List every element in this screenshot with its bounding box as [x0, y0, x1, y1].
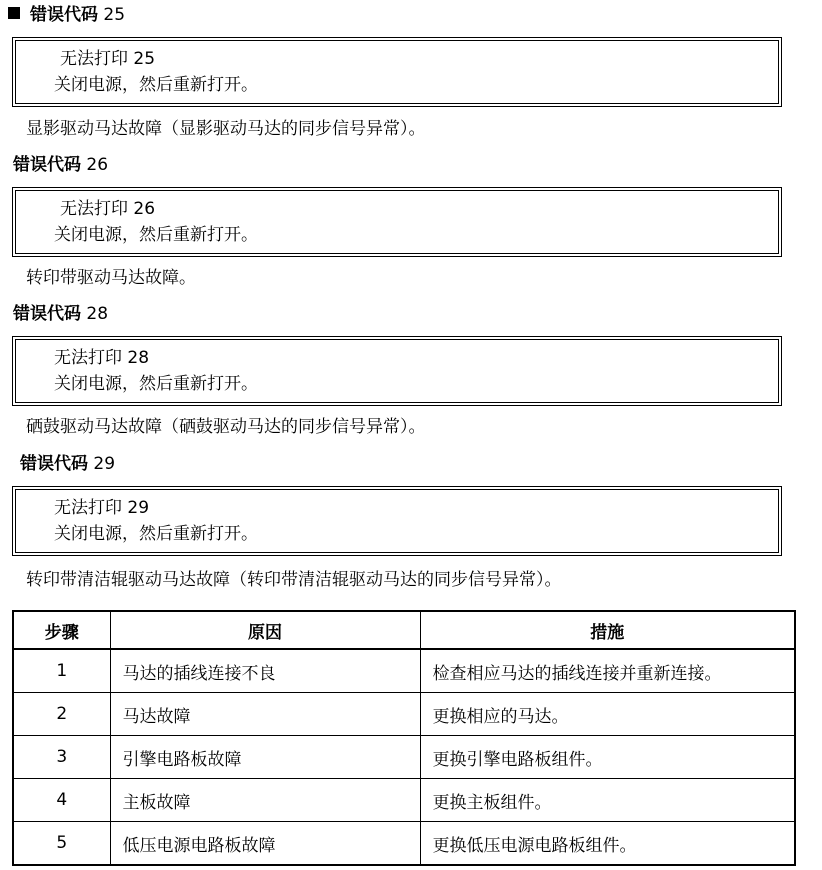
error-code-heading-29: 错误代码 29 — [20, 454, 116, 474]
action-cell: 更换主板组件。 — [420, 779, 795, 822]
cause-cell: 马达的插线连接不良 — [110, 649, 420, 693]
error-code-heading-26: 错误代码 26 — [13, 155, 109, 175]
message-line-2: 关闭电源，然后重新打开。 — [54, 374, 258, 394]
table-row — [13, 693, 795, 736]
message-box-25 — [12, 37, 782, 107]
message-box-28 — [12, 336, 782, 406]
cause-cell: 引擎电路板故障 — [110, 736, 420, 779]
message-line-1: 无法打印 25 — [60, 49, 156, 69]
message-line-2: 关闭电源，然后重新打开。 — [54, 225, 258, 245]
step-number: 5 — [13, 822, 110, 866]
message-line-1: 无法打印 29 — [54, 498, 150, 518]
error-code-heading-25: 错误代码 25 — [8, 4, 125, 26]
message-box-26 — [12, 187, 782, 257]
error-code-heading-28: 错误代码 28 — [13, 304, 109, 324]
header-step: 步骤 — [13, 611, 110, 649]
header-cause: 原因 — [110, 611, 420, 649]
step-number: 2 — [13, 693, 110, 736]
cause-cell: 主板故障 — [110, 779, 420, 822]
description-28: 硒鼓驱动马达故障（硒鼓驱动马达的同步信号异常）。 — [26, 417, 426, 437]
message-line-1: 无法打印 28 — [54, 348, 150, 368]
table-header-row — [13, 611, 795, 649]
table-row — [13, 822, 795, 866]
cause-cell: 低压电源电路板故障 — [110, 822, 420, 866]
table-row — [13, 736, 795, 779]
table-row — [13, 649, 795, 693]
message-box-29 — [12, 486, 782, 556]
action-cell: 更换相应的马达。 — [420, 693, 795, 736]
step-number: 3 — [13, 736, 110, 779]
troubleshooting-table — [12, 610, 796, 866]
message-line-2: 关闭电源，然后重新打开。 — [54, 524, 258, 544]
description-26: 转印带驱动马达故障。 — [26, 268, 196, 288]
step-number: 1 — [13, 649, 110, 693]
description-25: 显影驱动马达故障（显影驱动马达的同步信号异常）。 — [26, 119, 426, 139]
message-line-1: 无法打印 26 — [60, 199, 156, 219]
square-bullet-icon — [8, 7, 20, 19]
message-line-2: 关闭电源，然后重新打开。 — [54, 75, 258, 95]
action-cell: 更换引擎电路板组件。 — [420, 736, 795, 779]
header-action: 措施 — [420, 611, 795, 649]
step-number: 4 — [13, 779, 110, 822]
table-row — [13, 779, 795, 822]
action-cell: 更换低压电源电路板组件。 — [420, 822, 795, 866]
cause-cell: 马达故障 — [110, 693, 420, 736]
action-cell: 检查相应马达的插线连接并重新连接。 — [420, 649, 795, 693]
description-29: 转印带清洁辊驱动马达故障（转印带清洁辊驱动马达的同步信号异常）。 — [26, 570, 562, 590]
